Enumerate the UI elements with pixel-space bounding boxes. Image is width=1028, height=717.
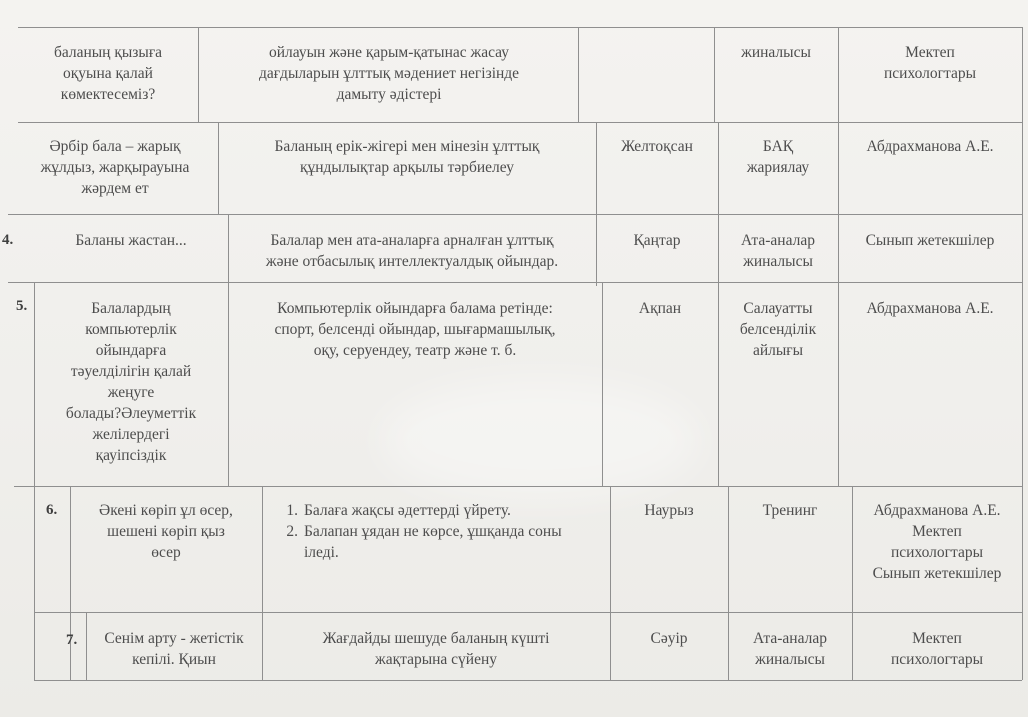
list-item xyxy=(276,521,604,563)
list-item-text: Балаға жақсы әдеттерді үйрету. xyxy=(304,502,511,519)
month-cell: Желтоқсан xyxy=(621,138,693,155)
responsible-cell: Мектеп психологтары xyxy=(890,630,984,668)
table-border-right xyxy=(1022,27,1023,680)
row-number: 6. xyxy=(46,502,58,518)
row-number: 4. xyxy=(2,232,14,248)
content-cell: Баланың ерік-жігері мен мінезін ұлттық құндылықтар арқылы тәрбиелеу xyxy=(274,138,540,176)
content-cell: ойлауын және қарым-қатынас жасау дағдыларын ұлттық мәдениет негізінде дамыту әдістері xyxy=(258,44,520,103)
row-number: 7. xyxy=(66,632,78,648)
month-cell: Сәуір xyxy=(650,630,688,647)
topic-cell: Әрбір бала – жарық жұлдыз, жарқырауына жәрдем ет xyxy=(40,138,190,197)
responsible-cell: Сынып жетекшілер xyxy=(865,232,995,249)
topic-cell: баланың қызыға оқуына қалай көмектесеміз? xyxy=(53,44,163,103)
content-cell: Балалар мен ата-аналарға арналған ұлттық және отбасылық интеллектуалдық ойындар. xyxy=(265,232,559,270)
topic-cell: Сенім арту - жетістік кепілі. Қиын xyxy=(104,630,244,668)
column-divider xyxy=(198,27,199,122)
month-cell: Наурыз xyxy=(644,502,694,519)
row-divider xyxy=(18,122,1023,123)
list-item xyxy=(276,500,604,521)
form-cell: Ата-аналар жиналысы xyxy=(753,630,827,668)
form-cell: Тренинг xyxy=(762,502,818,519)
table-border-top xyxy=(18,27,1023,28)
list-item-number: 2. xyxy=(286,523,298,540)
table-border-bottom xyxy=(34,680,1022,681)
content-list xyxy=(276,500,604,563)
topic-cell: Балалардың компьютерлік ойындарға тәуелділігін қалай жеңуге болады?Әлеуметтік желілердегі қауіпсіздік xyxy=(65,300,197,464)
topic-cell: Әкені көріп ұл өсер, шешені көріп қыз өсер xyxy=(99,502,233,561)
form-cell: жиналысы xyxy=(741,44,811,61)
row-divider xyxy=(14,486,1023,487)
form-cell: Салауатты белсенділік айлығы xyxy=(739,300,817,359)
content-cell: Жағдайды шешуде баланың күшті жақтарына сүйену xyxy=(322,630,550,668)
row-divider xyxy=(8,282,1023,283)
row-divider xyxy=(8,214,1023,215)
row-divider xyxy=(34,612,1022,613)
month-cell: Ақпан xyxy=(638,300,682,317)
content-cell: Компьютерлік ойындарға балама ретінде: спорт, белсенді ойындар, шығармашылық, оқу, серуендеу, театр және т. б. xyxy=(274,300,556,359)
topic-cell: Баланы жастан... xyxy=(75,232,187,249)
column-divider xyxy=(578,27,579,122)
column-divider xyxy=(838,27,839,486)
responsible-cell: Абдрахманова А.Е. xyxy=(866,138,994,155)
responsible-cell: Абдрахманова А.Е. Мектеп психологтары Сынып жетекшілер xyxy=(872,502,1002,582)
month-cell: Қаңтар xyxy=(633,232,681,249)
list-item-number: 1. xyxy=(286,502,298,519)
form-cell: Ата-аналар жиналысы xyxy=(741,232,815,270)
row-number: 5. xyxy=(16,298,28,314)
responsible-cell: Мектеп психологтары xyxy=(883,44,977,82)
responsible-cell: Абдрахманова А.Е. xyxy=(866,300,994,317)
form-cell: БАҚ жариялау xyxy=(746,138,810,176)
list-item-text: Балапан ұядан не көрсе, ұшқанда соны іледі. xyxy=(304,523,562,561)
